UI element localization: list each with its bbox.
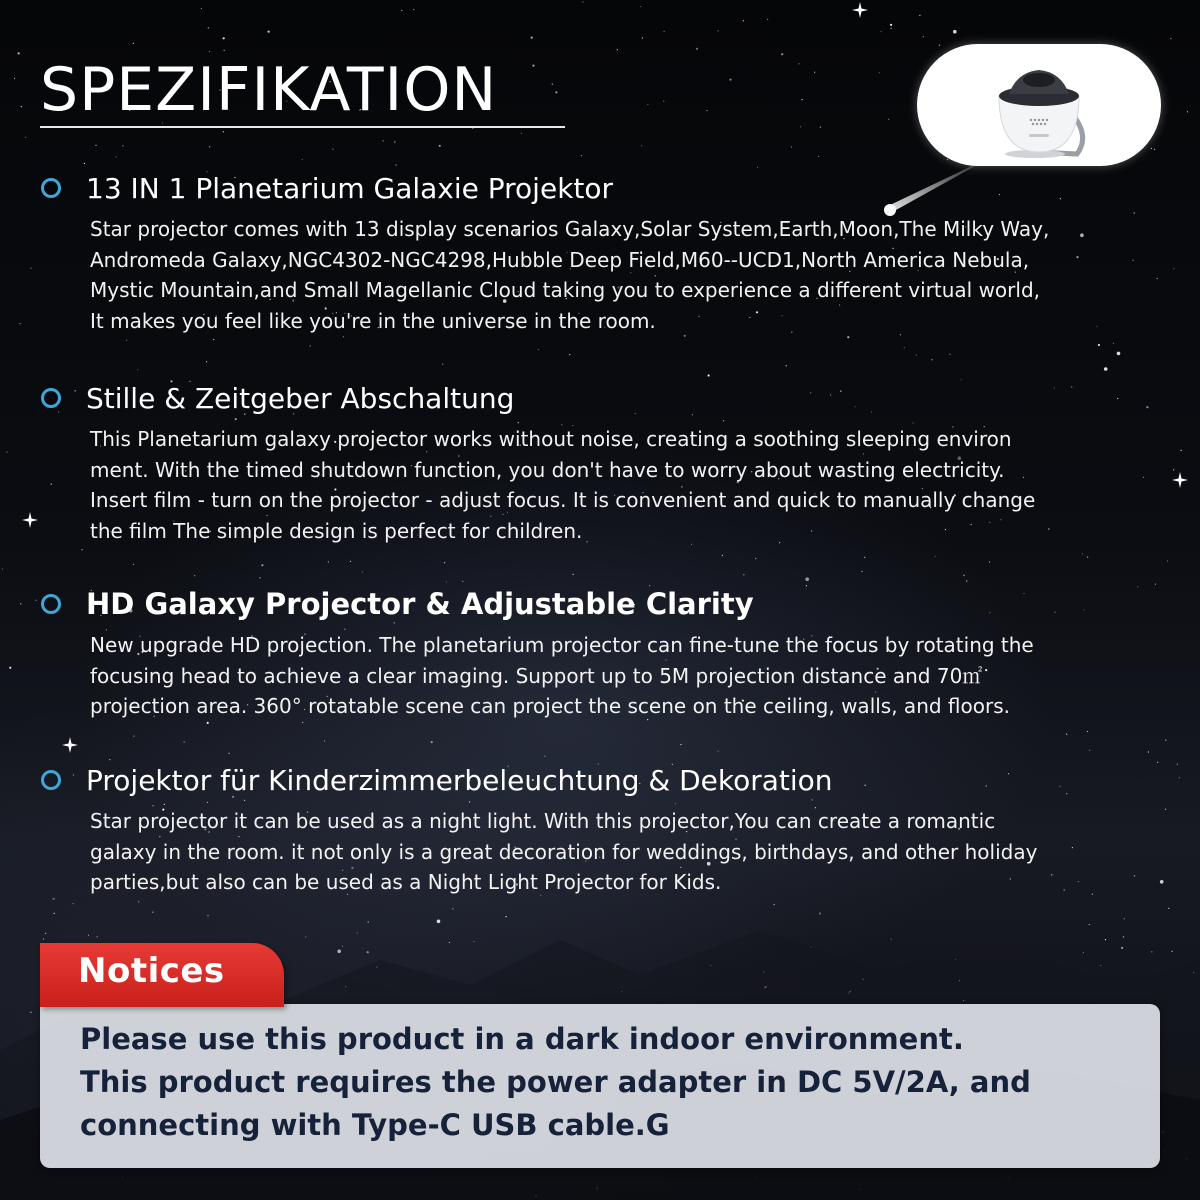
circle-bullet-icon xyxy=(38,767,64,793)
title-underline xyxy=(40,126,565,128)
feature-silent-timer xyxy=(38,378,1178,546)
notice-line: Please use this product in a dark indoor environment. xyxy=(80,1022,964,1056)
feature-title: Stille & Zeitgeber Abschaltung xyxy=(86,381,515,415)
page-title: SPEZIFIKATION xyxy=(40,55,498,125)
description-line: focusing head to achieve a clear imaging. Support up to 5M projection distance and 70㎡ xyxy=(90,663,983,688)
circle-bullet-icon xyxy=(38,385,64,411)
notices-tab xyxy=(40,943,284,1007)
description-line: Insert film - turn on the projector - adjust focus. It is convenient and quick to manually change xyxy=(90,488,1036,512)
feature-description xyxy=(90,214,1170,336)
notices-box xyxy=(40,1004,1160,1168)
product-image xyxy=(917,44,1161,166)
description-line: Star projector it can be used as a night light. With this projector,You can create a romantic xyxy=(90,809,996,833)
notices-text xyxy=(80,1018,1140,1147)
description-line: Mystic Mountain,and Small Magellanic Cloud taking you to experience a different virtual world, xyxy=(90,278,1040,302)
description-line: galaxy in the room. it not only is a great decoration for weddings, birthdays, and other holiday xyxy=(90,839,1038,864)
description-line: Andromeda Galaxy,NGC4302-NGC4298,Hubble Deep Field,M60--UCD1,North America Nebula, xyxy=(90,247,1030,272)
feature-title: HD Galaxy Projector & Adjustable Clarity xyxy=(86,587,754,621)
feature-title: 13 IN 1 Planetarium Galaxie Projektor xyxy=(86,171,614,205)
description-line: It makes you feel like you're in the universe in the room. xyxy=(90,308,656,333)
star-projector-product-icon xyxy=(917,44,1161,166)
feature-description xyxy=(90,424,1170,546)
feature-hd-clarity xyxy=(38,584,1178,722)
feature-title: Projektor für Kinderzimmerbeleuchtung & Dekoration xyxy=(86,763,833,797)
description-line: This Planetarium galaxy projector works without noise, creating a soothing sleeping environ xyxy=(90,427,1012,451)
description-line: projection area. 360° rotatable scene can project the scene on the ceiling, walls, and floors. xyxy=(90,694,1010,718)
feature-description xyxy=(90,806,1170,898)
circle-bullet-icon xyxy=(38,591,64,617)
feature-description xyxy=(90,630,1170,722)
circle-bullet-icon xyxy=(38,175,64,201)
notices-label: Notices xyxy=(78,951,225,991)
description-line: the film The simple design is perfect for children. xyxy=(90,518,583,543)
description-line: ment. With the timed shutdown function, you don't have to worry about wasting electricity. xyxy=(90,457,1005,482)
description-line: New upgrade HD projection. The planetarium projector can fine-tune the focus by rotating the xyxy=(90,633,1034,657)
description-line: parties,but also can be used as a Night Light Projector for Kids. xyxy=(90,870,722,894)
feature-planetarium xyxy=(38,168,1178,336)
notice-line: This product requires the power adapter in DC 5V/2A, and xyxy=(80,1065,1031,1099)
feature-kids-room-decoration xyxy=(38,760,1178,898)
notice-line: connecting with Type-C USB cable.G xyxy=(80,1108,670,1142)
description-line: Star projector comes with 13 display scenarios Galaxy,Solar System,Earth,Moon,The Milky Way, xyxy=(90,217,1050,241)
